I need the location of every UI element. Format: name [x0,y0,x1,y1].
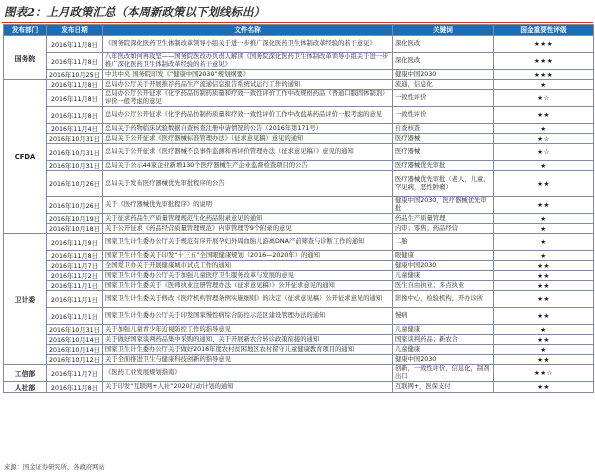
doc-cell: 关于《医疗器械优先审批程序》的说明 [103,197,393,214]
doc-cell: 关于加强儿童青少年近视防控工作的指导意见 [103,325,393,335]
date-cell: 2016年10月25日 [47,70,103,80]
rating-cell: ★ [494,224,594,234]
keyword-cell: 深化医改 [393,36,494,53]
date-cell: 2016年10月26日 [47,171,103,197]
rating-cell: ★★ [494,271,594,281]
keyword-cell: 一致性评价 [393,90,494,107]
keyword-cell: 医疗器械 [393,144,494,161]
keyword-cell: 内审；零售；药品经营 [393,224,494,234]
date-cell: 2016年10月31日 [47,144,103,161]
doc-cell: 总局关于公开征求《医疗器械标准管理办法》（征求意见稿）意见的通知 [103,134,393,144]
doc-cell: 总局关于发布医疗器械优先审批程序的公告 [103,171,393,197]
doc-cell: 关于做好国家谈判药品集中采购的通知、关于开展新农合转诊政策衔接的通知 [103,335,393,345]
date-cell: 2016年11月4日 [47,124,103,134]
date-cell: 2016年11月1日 [47,308,103,325]
table-row [4,214,594,224]
doc-cell: 总局关于公示44家企业新增130个医疗器械生产企业监督检查项目的公告 [103,161,393,171]
keyword-cell: 医生自由执业；多点执业 [393,281,494,291]
keyword-cell: 医疗器械优先审批 [393,161,494,171]
table-row [4,171,594,197]
doc-cell: 关于征求药品生产质量管理规范生化药品附录意见的通知 [103,214,393,224]
date-cell: 2016年11月2日 [47,271,103,281]
rating-cell: ★★☆ [494,365,594,382]
table-row [4,80,594,90]
keyword-cell: 医疗器械 [393,134,494,144]
table-row [4,70,594,80]
rating-cell: ★☆ [494,144,594,161]
date-cell: 2016年11月1日 [47,281,103,291]
doc-cell: 总局办公厅关于开展推荐药品生产流通信息报告系统试运行工作的通知 [103,80,393,90]
doc-cell: 总局办公厅公开征求《化学药品仿制药质量和疗效一致性评价工作中改盐基药品评价一般考虑的意见 [103,107,393,124]
date-cell: 2016年10月31日 [47,134,103,144]
keyword-cell: 互联网+，医保支付 [393,382,494,393]
rating-cell: ★★★ [494,36,594,53]
keyword-cell: 儿童健康 [393,325,494,335]
doc-cell: 国家卫生计生委办公厅关于加强儿童医疗卫生服务改革与发展的意见 [103,271,393,281]
keyword-cell: 影像中心，检验机构，开办诊所 [393,291,494,308]
date-cell: 2016年10月31日 [47,325,103,335]
keyword-cell: 深化医改 [393,53,494,70]
rating-cell: ★★ [494,335,594,345]
policy-table-body [4,36,594,393]
rating-cell: ★★ [494,171,594,197]
date-cell: 2016年10月26日 [47,197,103,214]
table-row [4,261,594,271]
keyword-cell: 二胎 [393,234,494,251]
rating-cell: ★ [494,251,594,261]
table-row [4,291,594,308]
table-row [4,271,594,281]
date-cell: 2016年11月8日 [47,382,103,393]
doc-cell: 总局关于药物临床试验数据自查核查注册申请情况的公告（2016年第171号） [103,124,393,134]
rating-cell: ★★ [494,281,594,291]
date-cell: 2016年11月8日 [47,36,103,53]
keyword-cell: 眼健康 [393,251,494,261]
table-row [4,345,594,355]
date-cell: 2016年11月8日 [47,251,103,261]
keyword-cell: 创新，一致性评价，信息化，制剂出口 [393,365,494,382]
keyword-cell: 药品生产质量管理 [393,214,494,224]
table-header-row [4,25,594,36]
table-row [4,251,594,261]
doc-cell: 《国务院深化医药卫生体制改革领导小组关于进一步推广深化医药卫生体制改革经验的若干意见》 [103,36,393,53]
figure-title: 图表2：上月政策汇总（本周新政策以下划线标出） [4,5,265,19]
doc-cell: 国家卫生计生委关于《医师执业注册管理办法（征求意见稿）》公开征求意见的通知 [103,281,393,291]
doc-cell: 关于全面推进卫生与健康科技创新的指导意见 [103,355,393,365]
keyword-cell: 自查核查 [393,124,494,134]
rating-cell: ★★ [494,308,594,325]
rating-cell: ★★ [494,197,594,214]
doc-cell: 关于公开征求《药品经营质量管理规范》内审管理等9个附录的意见 [103,224,393,234]
keyword-cell: 健康中国2030 [393,70,494,80]
rating-cell: ★ [494,214,594,224]
doc-cell: 国家卫生计生委关于修改《医疗机构管理条例实施细则》的决定（征求意见稿）公开征求意见的通知 [103,291,393,308]
date-cell: 2016年10月31日 [47,161,103,171]
date-cell: 2016年10月18日 [47,224,103,234]
keyword-cell: 国家谈判药品；新农合 [393,335,494,345]
header-doc: 文件名称 [103,25,393,36]
doc-cell: 中共中央 国务院印发《“健康中国2030”规划纲要》 [103,70,393,80]
rating-cell: ★★ [494,382,594,393]
table-row [4,90,594,107]
rating-cell: ★ [494,345,594,355]
dept-cell: 卫计委 [4,234,47,365]
doc-cell: 八年医改如何再攻坚——国务院医改办负责人解读《国务院深化医药卫生体制改革领导小组关于进一步推广深化医药卫生体制改革经验的若干意见》 [103,53,393,70]
table-row [4,335,594,345]
doc-cell: 国家卫生计生委办公厅关于规范有序开展孕妇外周血胎儿游离DNA产前筛查与诊断工作的通知 [103,234,393,251]
table-row [4,325,594,335]
date-cell: 2016年11月7日 [47,365,103,382]
table-row [4,36,594,53]
rating-cell: ★☆ [494,90,594,107]
keyword-cell: 健康中国2030 [393,261,494,271]
rating-cell: ★★ [494,107,594,124]
table-row [4,107,594,124]
table-row [4,281,594,291]
source-note: 来源：国金证券研究所，各政府网站 [4,464,105,471]
table-row [4,161,594,171]
table-row [4,308,594,325]
table-row [4,234,594,251]
table-row [4,365,594,382]
rating-cell: ★ [494,124,594,134]
date-cell: 2016年11月8日 [47,90,103,107]
dept-cell: CFDA [4,80,47,234]
doc-cell: 国家卫生计生委办公厅关于印发国家慢性病综合防控示范区建设管理办法的通知 [103,308,393,325]
rating-cell: ★ [494,161,594,171]
rating-cell: ★★★ [494,53,594,70]
dept-cell: 工信部 [4,365,47,382]
keyword-cell: 医疗器械优先审批（老人，儿童，罕见病，恶性肿瘤） [393,171,494,197]
date-cell: 2016年11月8日 [47,107,103,124]
keyword-cell: 健康中国2030，医疗器械优先审批 [393,197,494,214]
keyword-cell: 一致性评价 [393,107,494,124]
doc-cell: 国家卫生计生委办公厅关于做好2016年度农村贫困地区农村留守儿童健康教育项目的通知 [103,345,393,355]
keyword-cell: 健康中国2030 [393,355,494,365]
table-row [4,197,594,214]
keyword-cell: 慢病 [393,308,494,325]
table-row [4,382,594,393]
table-row [4,224,594,234]
table-row [4,355,594,365]
rating-cell: ★ [494,325,594,335]
rating-cell: ★★★ [494,70,594,80]
date-cell: 2016年11月8日 [47,80,103,90]
title-rule [2,22,593,23]
keyword-cell: 儿童健康 [393,345,494,355]
header-rating: 国金重要性评级 [494,25,594,36]
rating-cell: ★☆ [494,134,594,144]
date-cell: 2016年10月14日 [47,345,103,355]
doc-cell: 总局关于公开征求《医疗器械不良事件监测和再评价管理办法（征求意见稿）》意见的通知 [103,144,393,161]
date-cell: 2016年11月8日 [47,53,103,70]
date-cell: 2016年11月9日 [47,234,103,251]
table-row [4,134,594,144]
keyword-cell: 流通，信息化 [393,80,494,90]
rating-cell: ★ [494,234,594,251]
table-row [4,53,594,70]
rating-cell: ★★ [494,261,594,271]
header-keyword: 关键词 [393,25,494,36]
dept-cell: 国务院 [4,36,47,80]
rating-cell: ★★ [494,355,594,365]
policy-table [3,24,594,393]
doc-cell: 关于印发“互联网+人社”2020行动计划的通知 [103,382,393,393]
rating-cell: ★ [494,80,594,90]
date-cell: 2016年10月19日 [47,214,103,224]
date-cell: 2016年10月14日 [47,335,103,345]
date-cell: 2016年11月1日 [47,291,103,308]
doc-cell: 国家卫生计生委关于印发“十三五”全国眼健康规划（2016—2020年）的通知 [103,251,393,261]
header-date: 发布日期 [47,25,103,36]
doc-cell: 《医药工业发展规划指南》 [103,365,393,382]
header-dept: 发布部门 [4,25,47,36]
rating-cell: ★★ [494,291,594,308]
dept-cell: 人社部 [4,382,47,393]
keyword-cell: 儿童健康 [393,271,494,281]
date-cell: 2016年10月12日 [47,355,103,365]
doc-cell: 全国爱卫办关于开展健康城市试点工作的通知 [103,261,393,271]
date-cell: 2016年11月7日 [47,261,103,271]
table-row [4,124,594,134]
doc-cell: 总局办公厅公开征求《化学药品仿制药质量和疗效一致性评价工作中改规格药品（普通口服固体制剂）评价一般考虑的意见 [103,90,393,107]
table-row [4,144,594,161]
